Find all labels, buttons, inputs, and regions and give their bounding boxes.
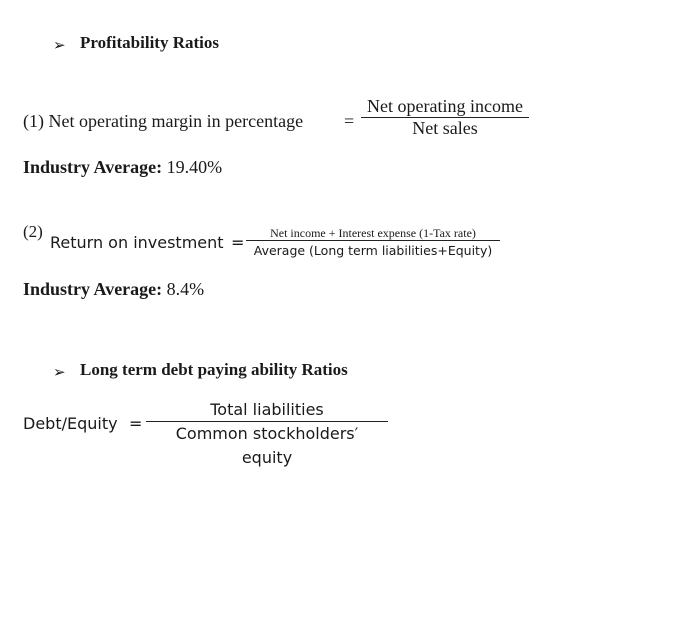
bullet-arrow-icon: ➢ [53, 365, 66, 381]
ratio3-fraction [146, 399, 388, 470]
ratio2-fraction [246, 226, 500, 261]
ratio3-label: Debt/Equity [23, 414, 118, 433]
ratio2-industry-label: Industry Average: [23, 279, 163, 299]
ratio1-industry-average [23, 157, 222, 178]
ratio1-industry-value: 19.40% [166, 157, 223, 177]
ratio2-denominator: Average (Long term liabilities+Equity) [253, 243, 493, 258]
ratio2-industry-average [23, 279, 204, 300]
ratio1-denominator: Net sales [412, 118, 478, 138]
ratio3-denominator: Common stockholders′ equity [175, 424, 359, 467]
ratio3-equals: = [129, 414, 143, 433]
ratio2-equals: = [231, 233, 245, 252]
ratio1-fraction [361, 96, 529, 139]
ratio2-number: (2) [23, 222, 43, 241]
ratio1-equals: = [344, 111, 355, 131]
ratio2-numerator: Net income + Interest expense (1-Tax rate) [246, 226, 500, 241]
bullet-arrow-icon: ➢ [53, 38, 66, 54]
ratio2-industry-value: 8.4% [166, 279, 205, 299]
ratio1-industry-label: Industry Average: [23, 157, 163, 177]
ratio2-label: Return on investment [50, 233, 224, 252]
section-heading-profitability: Profitability Ratios [80, 33, 219, 52]
ratio1-numerator: Net operating income [361, 96, 529, 118]
ratio3-numerator: Total liabilities [146, 399, 388, 422]
section-heading-long-term-debt: Long term debt paying ability Ratios [80, 360, 348, 379]
ratio1-label: (1) Net operating margin in percentage [23, 111, 304, 131]
